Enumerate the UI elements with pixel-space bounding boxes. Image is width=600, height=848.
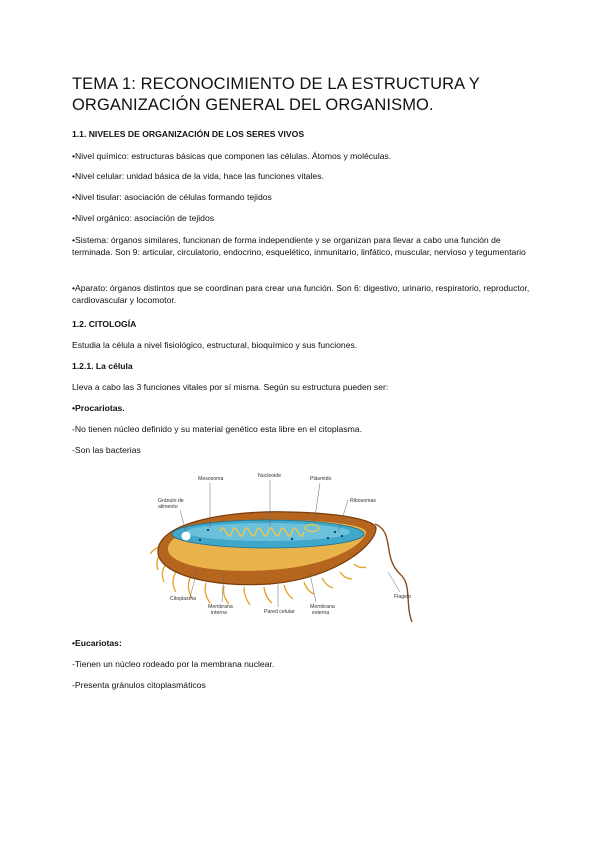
item-granulos: -Presenta gránulos citoplasmáticos (72, 680, 206, 690)
label-plasmido: Plásmido (310, 476, 332, 482)
item-nucleo-rodeado: -Tienen un núcleo rodeado por la membrana nuclear. (72, 659, 275, 669)
label-membrana-interna-line1: Membrana (208, 604, 233, 610)
food-granule (182, 532, 191, 541)
item-nivel-organico: •Nivel orgánico: asociación de tejidos (72, 213, 215, 223)
page-title: TEMA 1: RECONOCIMIENTO DE LA ESTRUCTURA Y ORGANIZACIÓN GENERAL DEL ORGANISMO. (72, 75, 480, 114)
paragraph-estudia: Estudia la célula a nivel fisiológico, estructural, bioquímico y sus funciones. (72, 340, 358, 350)
item-sin-nucleo: -No tienen núcleo definido y su material genético esta libre en el citoplasma. (72, 424, 362, 434)
label-mesosoma: Mesosoma (198, 476, 224, 482)
label-ribosomas: Ribosomas (350, 498, 376, 504)
paragraph-lleva: Lleva a cabo las 3 funciones vitales por sí misma. Según su estructura pueden ser: (72, 382, 389, 392)
label-granulo-line1: Gránulo de (158, 498, 184, 504)
item-nivel-tisular: •Nivel tisular: asociación de células formando tejidos (72, 192, 272, 202)
item-nivel-celular: •Nivel celular: unidad básica de la vida, hace las funciones vitales. (72, 171, 324, 181)
label-nucleoide: Nucleoide (258, 473, 282, 479)
item-aparato: •Aparato: órganos distintos que se coordinan para crear una función. Son 6: digestivo, urinario, respiratorio, reproductor, cardiovascular y locomotor. (72, 283, 530, 305)
section-heading-niveles: 1.1. NIVELES DE ORGANIZACIÓN DE LOS SERES VIVOS (72, 129, 305, 139)
item-eucariotas: •Eucariotas: (72, 638, 122, 648)
label-pared-celular: Pared celular (264, 609, 295, 615)
prokaryotic-cell-figure (150, 462, 450, 627)
item-bacterias: -Son las bacterias (72, 445, 141, 455)
section-heading-citologia: 1.2. CITOLOGÍA (72, 319, 137, 329)
item-sistema: •Sistema: órganos similares, funcionan de forma independiente y se organizan para llevar a cabo una función de terminada. Son 9: articular, circulatorio, endocrino, esquelético, inmunitario, linfático, muscular, nervioso y tegumentario (72, 235, 526, 257)
label-flagelo: Flagelo (394, 594, 412, 600)
label-membrana-interna-line2: interna (211, 610, 227, 616)
label-granulo-line2: alimento (158, 504, 178, 510)
item-nivel-quimico: •Nivel químico: estructuras básicas que componen las células. Átomos y moléculas. (72, 151, 392, 161)
label-membrana-externa-line1: Membrana (310, 604, 335, 610)
section-heading-celula: 1.2.1. La célula (72, 361, 133, 371)
flagellum (375, 524, 412, 622)
label-citoplasma: Citoplasma (170, 596, 196, 602)
item-procariotas: •Procariotas. (72, 403, 125, 413)
label-membrana-externa-line2: externa (312, 610, 330, 616)
